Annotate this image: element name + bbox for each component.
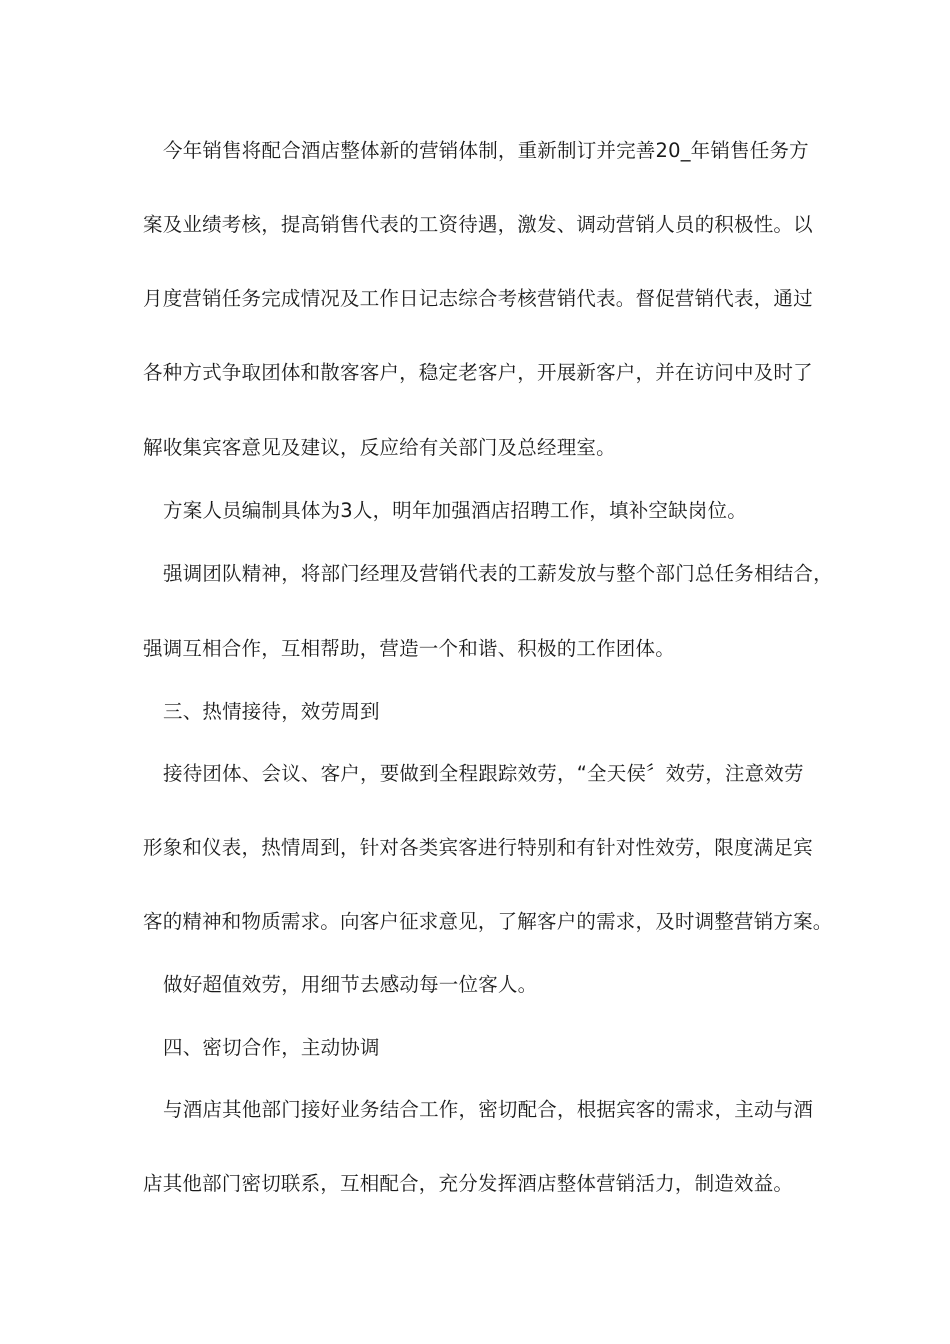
paragraph-1-line-2: 案及业绩考核，提高销售代表的工资待遇，激发、调动营销人员的积极性。以 [143,213,813,236]
paragraph-4-line-2: 形象和仪表，热情周到，针对各类宾客进行特别和有针对性效劳，限度满足宾 [143,836,813,859]
paragraph-1-line-4: 各种方式争取团体和散客客户，稳定老客户，开展新客户，并在访问中及时了 [143,361,813,384]
paragraph-1-line-3: 月度营销任务完成情况及工作日记志综合考核营销代表。督促营销代表，通过 [143,287,813,310]
paragraph-3-line-1: 强调团队精神，将部门经理及营销代表的工薪发放与整个部门总任务相结合， [163,562,833,585]
paragraph-1-line-1: 今年销售将配合酒店整体新的营销体制，重新制订并完善20_年销售任务方 [163,139,809,162]
paragraph-4-line-3: 客的精神和物质需求。向客户征求意见，了解客户的需求，及时调整营销方案。 [143,910,833,933]
paragraph-5-line-1: 做好超值效劳，用细节去感动每一位客人。 [163,973,538,996]
paragraph-6-line-2: 店其他部门密切联系，互相配合，充分发挥酒店整体营销活力，制造效益。 [143,1172,794,1195]
section-heading-four: 四、密切合作，主动协调 [163,1036,380,1059]
section-heading-three: 三、热情接待，效劳周到 [163,700,380,723]
paragraph-2-line-1: 方案人员编制具体为3人，明年加强酒店招聘工作，填补空缺岗位。 [163,499,747,522]
paragraph-4-line-1: 接待团体、会议、客户，要做到全程跟踪效劳，“全天侯〞效劳，注意效劳 [163,762,804,785]
paragraph-1-line-5: 解收集宾客意见及建议，反应给有关部门及总经理室。 [143,436,616,459]
paragraph-3-line-2: 强调互相合作，互相帮助，营造一个和谐、积极的工作团体。 [143,637,675,660]
paragraph-6-line-1: 与酒店其他部门接好业务结合工作，密切配合，根据宾客的需求，主动与酒 [163,1098,814,1121]
